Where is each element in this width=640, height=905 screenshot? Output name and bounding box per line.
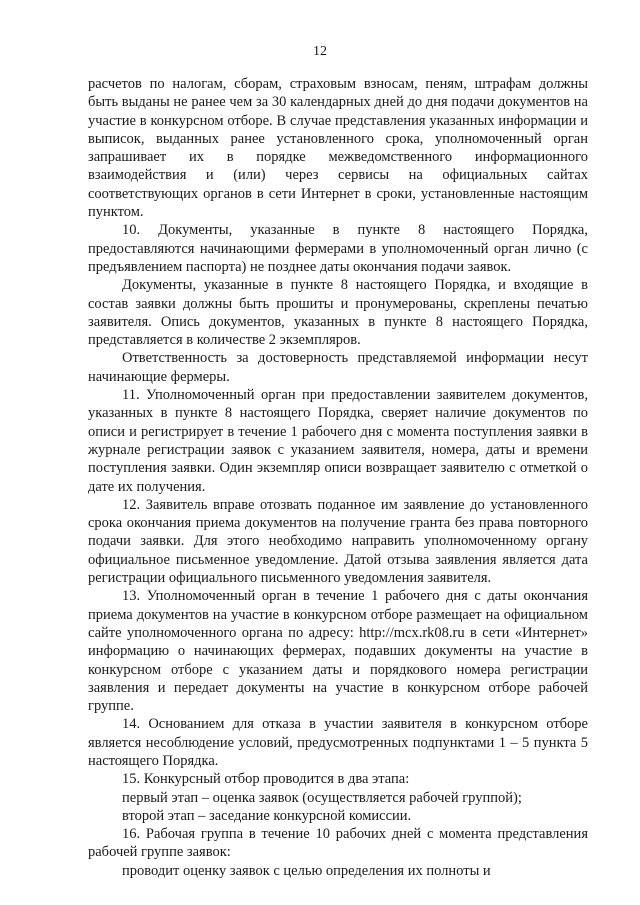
page-number: 12 [313,44,327,59]
paragraph-15-1: первый этап – оценка заявок (осуществляется рабочей группой); [122,789,522,806]
paragraph-10: 10. Документы, указанные в пункте 8 настоящего Порядка, предоставляются начинающими фермерами в уполномоченный орган лично (с предъявлением паспорта) не позднее даты окончания подачи заявок. [88,222,588,275]
paragraph-continuation: расчетов по налогам, сборам, страховым взносам, пеням, штрафам должны быть выданы не ранее чем за 30 календарных дней до дня подачи документов на участие в конкурсном отборе. В случае представления указанных информации и выписок, выданных ранее установленного срока, уполномоченный орган запрашивает их в порядке межведомственного информационного взаимодействия и (или) через сервисы на официальных сайтах соответствующих органов в сети Интернет в сроки, установленные настоящим пунктом. [88,76,588,221]
paragraph-15: 15. Конкурсный отбор проводится в два этапа: [122,771,410,788]
paragraph-14: 14. Основанием для отказа в участии заявителя в конкурсном отборе является несоблюдение условий, предусмотренных подпунктами 1 – 5 пункта 5 настоящего Порядка. [88,716,588,769]
paragraph-15-2: второй этап – заседание конкурсной комиссии. [122,807,412,824]
paragraph-16: 16. Рабочая группа в течение 10 рабочих дней с момента представления рабочей группе заявок: [88,826,588,861]
paragraph-10-2: Документы, указанные в пункте 8 настоящего Порядка, и входящие в состав заявки должны быть прошиты и пронумерованы, скреплены печатью заявителя. Опись документов, указанных в пункте 8 настоящего Порядка, представляется в количестве 2 экземпляров. [88,277,588,349]
paragraph-11: 11. Уполномоченный орган при предоставлении заявителем документов, указанных в пункте 8 настоящего Порядка, сверяет наличие документов по описи и регистрирует в течение 1 рабочего дня с момента поступления заявки в журнале регистрации заявок с указанием заявителя, номера, даты и времени поступления заявки. Один экземпляр описи возвращает заявителю с отметкой о дате их получения. [88,387,588,495]
document-body [88,75,588,880]
paragraph-16-1: проводит оценку заявок с целью определения их полноты и [122,862,491,879]
paragraph-12: 12. Заявитель вправе отозвать поданное им заявление до установленного срока окончания приема документов на получение гранта без права повторного подачи заявки. Для этого необходимо направить уполномоченному органу официальное письменное уведомление. Датой отзыва заявления является дата регистрации официального письменного уведомления заявителя. [88,496,588,587]
paragraph-10-3: Ответственность за достоверность представляемой информации несут начинающие фермеры. [88,350,588,385]
paragraph-13: 13. Уполномоченный орган в течение 1 рабочего дня с даты окончания приема документов на участие в конкурсном отборе размещает на официальном сайте уполномоченного органа по адресу: http://mcx.rk08.ru в сети «Интернет» информацию о начинающих фермерах, подавших документы на участие в конкурсном отборе с указанием даты и порядкового номера регистрации заявления и передает документы на участие в конкурсном отборе рабочей группе. [88,588,588,715]
